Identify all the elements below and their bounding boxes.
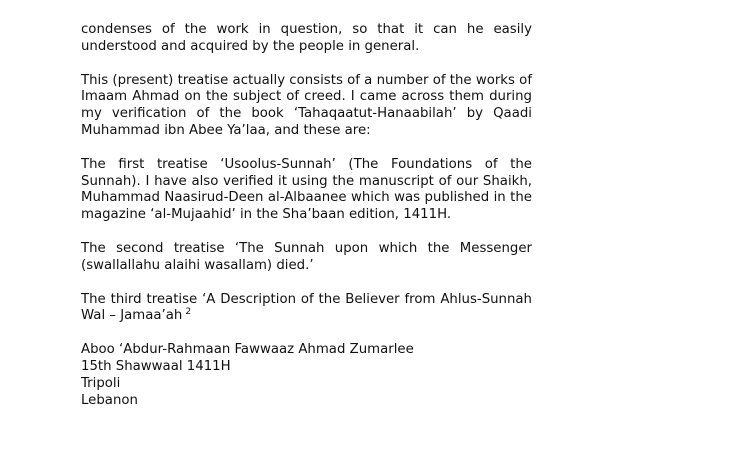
signature-name: Aboo ‘Abdur-Rahmaan Fawwaaz Ahmad Zumarlee xyxy=(81,342,414,358)
signature-block xyxy=(81,342,532,409)
paragraph-treatise-overview: This (present) treatise actually consists of a number of the works of Imaam Ahmad on the subject of creed. I came across them during my verification of the book ‘Tahaqaatut-Hanaabilah’ by Qaadi Muhammad ibn Abee Ya’laa, and these are: xyxy=(81,72,532,138)
third-treatise-text: The third treatise ‘A Description of the Believer from Ahlus-Sunnah Wal – Jamaa’ah xyxy=(81,291,532,324)
document-page xyxy=(81,22,532,409)
signature-city: Tripoli xyxy=(81,375,121,391)
paragraph-third-treatise xyxy=(81,292,532,326)
footnote-marker: 2 xyxy=(185,307,192,318)
paragraph-intro-continued: condenses of the work in question, so that it can he easily understood and acquired by the people in general. xyxy=(81,22,532,54)
signature-country: Lebanon xyxy=(81,392,138,408)
signature-date: 15th Shawwaal 1411H xyxy=(81,358,231,374)
paragraph-second-treatise: The second treatise ‘The Sunnah upon which the Messenger (swallallahu alaihi wasallam) died.’ xyxy=(81,240,532,273)
paragraph-first-treatise: The first treatise ‘Usoolus-Sunnah’ (The Foundations of the Sunnah). I have also verified it using the manuscript of our Shaikh, Muhammad Naasirud-Deen al-Albaanee which was published in the magazine ‘al-Mujaahid’ in the Sha’baan edition, 1411H. xyxy=(81,156,532,223)
